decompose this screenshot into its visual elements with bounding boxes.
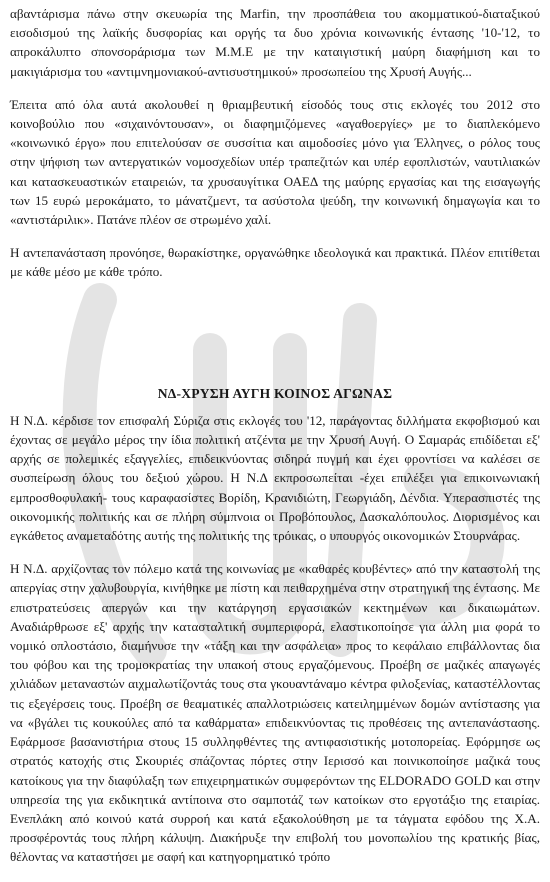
paragraph-elections-2012: Έπειτα από όλα αυτά ακολουθεί η θριαμβευτική είσοδός τους στις εκλογές του 2012 στο κοινοβούλιο που «σιχαινόντουσαν», οι διαφημιζόμενες «αγαθοεργίες» με το διαπλεκόμενο «κοινωνικό έργο» που επιτελούσαν σε συσσίτια και αιμοδοσίες μόνο για Έλληνες, ο ρόλος τους στην ψήφιση των αντεργατικών νομοσχεδίων υπέρ τραπεζιτών και υπέρ εφοπλιστών, ναυτιλιακών και κατασκευαστικών εταιρειών, τα χρυσαυγίτικα ΟΑΕΔ της μαύρης εργασίας και της εισαγωγής των 15 ευρώ μεροκάματο, το μάνατζμεντ, τα ασύστολα ψεύδη, την κοινωνική δημαγωγία και το «αντιστάριλικ». Πατάνε πλέον σε στρωμένο χαλί.: [10, 96, 540, 228]
paragraph-nd-war: Η Ν.Δ. αρχίζοντας τον πόλεμο κατά της κοινωνίας με «καθαρές κουβέντες» από την καταστολή της απεργίας στην χαλυβουργία, κινήθηκε με πίστη και πειθαρχημένα στην στρατηγική της έντασης. Με επιστρατεύσεις απεργών και την κατάργηση εργασιακών κεκτημένων και δικαιωμάτων. Αναδιάρθρωσε εξ' αρχής την κατασταλτική συμπεριφορά, ελαστικοποίησε για άλλη μια φορά το νομικό οπλοστάσιο, διαμήνυσε την «τάξη και την ασφάλεια» προς το κεφάλαιο επιβάλλοντας δια του φόβου και της τρομοκρατίας την υπακοή στους εργαζόμενους. Προέβη σε μαζικές απαγωγές χιλιάδων μεταναστών αιχμαλωτίζοντάς τους στα γκουαντάναμο κέντρα φιλοξενίας, καταστέλλοντας τις εξεγέρσεις τους. Προέβη σε θεαματικές απαλλοτριώσεις κατειλημμένων δομών αντίστασης για να «βγάλει τις κουκούλες από τα καθάρματα» επιδεικνύοντας τις προθέσεις της αντεπανάστασης. Εφάρμοσε βασανιστήρια στους 15 συλληφθέντες της αντιφασιστικής μοτοπορείας. Εφόρμησε ως στρατός κατοχής στις Σκουριές σπάζοντας πόρτες στην Ιερισσό και ποινικοποίησε μαζικά τους κατοίκους για την διαφύλαξη των επιχειρηματικών συμφερόντων της ELDORADO GOLD και στην υπηρεσία της για εκδικητικά αντίποινα στο σαμποτάζ των κατοίκων στο εργοτάξιο της εταιρίας. Ενεπλάκη από κοινού κατά συρροή και κατά εξακολούθηση με τα τάγματα εφόδου της Χ.Α. προσφέροντάς τους πλήρη κάλυψη. Διακήρυξε την επιβολή του μονοπωλίου της κρατικής βίας, θέλοντας να καταστήσει με σαφή και κατηγορηματικό τρόπο: [10, 561, 540, 865]
paragraph-marfin: αβαντάρισμα πάνω στην σκευωρία της Marfin, την προσπάθεια του ακομματικού-διαταξικού εισοδισμού της λαϊκής δυσφορίας και οργής τα δυο χρόνια κοινωνικής έντασης '10-'12, το απροκάλυπτο σπονσοράρισμα των Μ.Μ.Ε με την καταιγιστική μαύρη διαφήμιση και το μακιγιάρισμα του «αντιμνημονιακού-αντισυστημικού» προσωπείου της Χρυσή Αυγής...: [10, 6, 540, 79]
section-heading: ΝΔ-ΧΡΥΣΗ ΑΥΓΗ ΚΟΙΝΟΣ ΑΓΩΝΑΣ: [157, 385, 393, 401]
paragraph-counterrevolution: Η αντεπανάσταση προνόησε, θωρακίστηκε, οργανώθηκε ιδεολογικά και πρακτικά. Πλέον επιτίθεται με κάθε μέσο με κάθε τρόπο.: [10, 245, 540, 280]
paragraph-nd-elections: Η Ν.Δ. κέρδισε τον επισφαλή Σύριζα στις εκλογές του '12, παράγοντας διλλήματα εκφοβισμού και έχοντας σε μεγάλο μέρος την ίδια πολιτική ατζέντα με την Χρυσή Αυγή. Ο Σαμαράς επιδίδεται εξ' αρχής σε πολεμικές εξαγγελίες, επιδεικνύοντας σιδηρά πυγμή και έχει φροντίσει να καλέσει σε συσπείρωση όλους του δεξιού χώρου. Η Ν.Δ εκπροσωπείται -έχει επιλέξει για επικοινωνιακή εμπροσθοφυλακή- τους καραφασίστες Βορίδη, Κρανιδιώτη, Γεωργιάδη, Δένδια. Υπερασπιστές της οικονομικής πολιτικής και σε πλήρη σύμπνοια οι Προβόπουλος, Δασκαλόπουλος. Διορισμένος και εγκάθετος αναμεταδότης αυτής της πολιτικής της τρόικας, ο υπουργός οικονομικών Στουρνάρας.: [10, 412, 540, 544]
